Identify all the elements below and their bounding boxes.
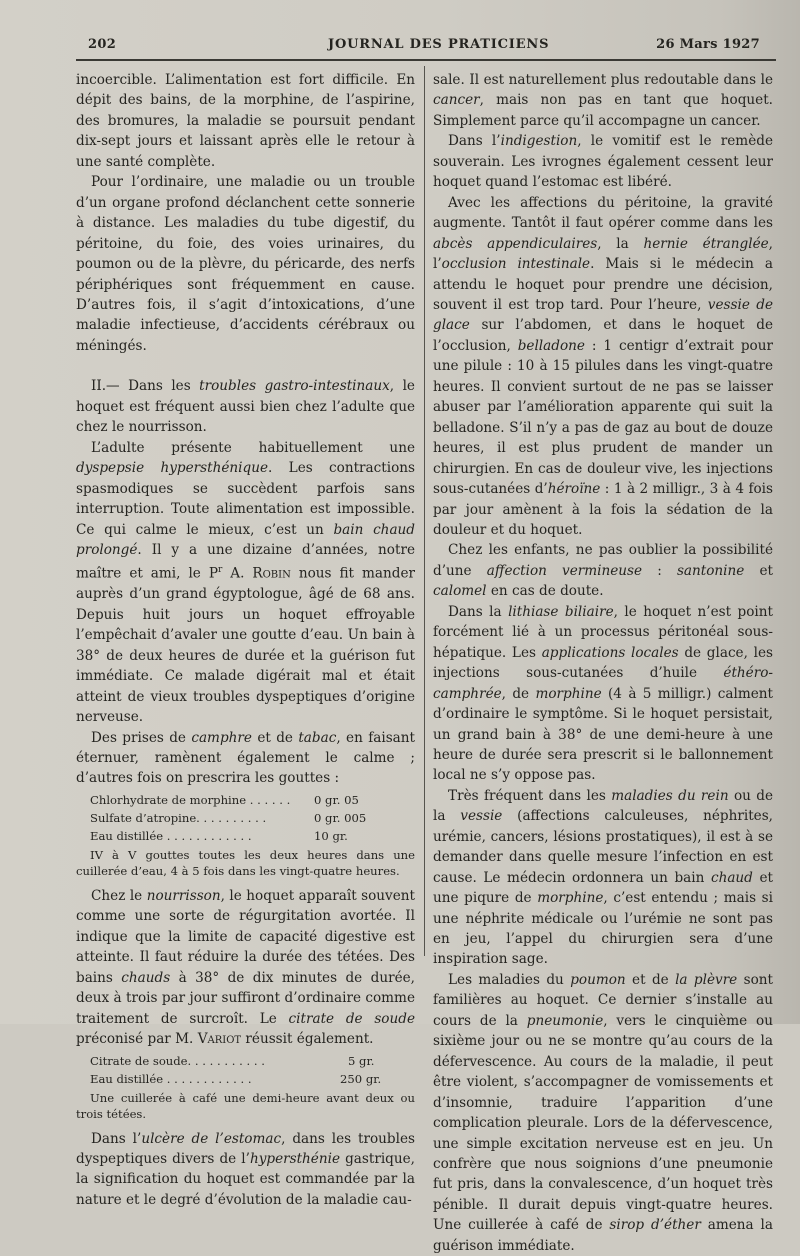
paragraph: incoercible. L’alimentation est fort difficile. En dépit des bains, de la morphine, de l’aspirine, des bromures, la maladie se poursuit pendant dix-sept jours et laissant après elle le retour à une santé complète. [76,72,415,170]
paragraph: Dans l’ulcère de l’estomac, dans les troubles dyspeptiques divers de l’hypersthénie gastrique, la signification du hoquet est commandée par la nature et le degré d’évolution de la maladie cau- [76,1130,415,1208]
paragraph: Pour l’ordinaire, une maladie ou un trouble d’un organe profond déclanchent cette sonnerie à distance. Les maladies du tube digestif, du péritoine, du foie, des voies urinaires, du poumon ou de la plèvre, du péricarde, des nerfs périphériques sont fréquemment en cause. D’autres fois, il s’agit d’intoxications, d’une maladie infectieuse, d’accidents cérébraux ou méningés. [76,174,415,354]
paragraph: Chez le nourrisson, le hoquet apparaît souvent comme une sorte de régurgitation avortée. Il indique que la limite de capacité digestive est atteinte. Il faut réduire la durée des tétées. Des bains chauds à 38° de dix minutes de durée, deux à trois par jour suffiront d’ordinaire comme traitement de surcroît. Le citrate de soude préconisé par M. Variot réussit également. [76,887,415,1048]
column-divider [424,66,425,956]
issue-date: 26 Mars 1927 [656,37,760,52]
paragraph: L’adulte présente habituellement une dyspepsie hypersthénique. Les contractions spasmodiques se succèdent parfois sans interruption. Toute alimentation est impossible. Ce qui calme le mieux, c’est un bain chaud prolongé. Il y a une dizaine d’années, notre maître et ami, le $P^r$ A. Robin nous fit mander auprès d’un grand égyptologue, âgé de 68 ans. Depuis huit jours un hoquet effroyable l’empêchait d’avaler une goutte d’eau. Un bain à 38° de deux heures de durée et la guérison fut immédiate. Ce malade digérait mal et était atteint de vieux troubles dyspeptiques d’origine nerveuse. [76,439,416,726]
prescription-row: Eau distillée . . . . . . . . . . . . 10 gr. [90,828,348,843]
journal-title: JOURNAL DES PRATICIENS [328,37,550,52]
page-header [88,37,760,57]
paragraph: sale. Il est naturellement plus redoutable dans le cancer, mais non pas en tant que hoquet. Simplement parce qu’il accompagne un cancer. [433,72,773,129]
prescription-row: Chlorhydrate de morphine . . . . . . 0 gr. 05 [90,792,359,807]
prescription-note: Une cuillerée à café une demi-heure avant deux ou trois tétées. [76,1090,415,1121]
prescription-row: Sulfate d’atropine. . . . . . . . . . 0 gr. 005 [90,810,367,825]
prescription-row: Citrate de soude. . . . . . . . . . . 5 gr. [90,1053,375,1068]
prescription-row: Eau distillée . . . . . . . . . . . . 250 gr. [90,1071,382,1086]
paragraph: Chez les enfants, ne pas oublier la possibilité d’une affection vermineuse : santonine et calomel en cas de doute. [433,542,773,600]
header-rule [76,59,776,61]
right-column [433,70,773,1256]
page-number: 202 [88,37,117,52]
left-column [76,70,415,1210]
paragraph: Très fréquent dans les maladies du rein ou de la vessie (affections calculeuses, néphrites, urémie, cancers, lésions prostatiques), il est à se demander dans quelle mesure l’infection en est cause. Le médecin ordonnera un bain chaud et une piqure de morphine, c’est entendu ; mais si une néphrite médicale ou l’urémie ne sont pas en jeu, l’appel du chirurgien sera d’une inspiration sage. [433,787,774,968]
prescription-drops [90,791,415,845]
paragraph: Les maladies du poumon et de la plèvre sont familières au hoquet. Ce dernier s’installe au cours de la pneumonie, vers le cinquième ou sixième jour ou ne se montre qu’au cours de la défervescence. Au cours de la maladie, il peut être violent, s’accompagner de vomissements et d’insomnie, traduire l’apparition d’une complication pleurale. Lors de la défervescence, une simple excitation nerveuse est en jeu. Un confrère que nous soignions d’une pneumonie fut pris, dans la convalescence, d’un hoquet très pénible. Il durait depuis vingt-quatre heures. Une cuillerée à café de sirop d’éther amena la guérison immédiate. [433,971,773,1254]
paragraph: Des prises de camphre et de tabac, en faisant éternuer, ramènent également le calme ; d’autres fois on prescrira les gouttes : [76,729,415,787]
paragraph: Avec les affections du péritoine, la gravité augmente. Tantôt il faut opérer comme dans les abcès appendiculaires, la hernie étranglée, l’occlusion intestinale. Mais si le médecin a attendu le hoquet pour prendre une décision, souvent il est trop tard. Pour l’heure, vessie de glace sur l’abdomen, et dans le hoquet de l’occlusion, belladone : 1 centigr d’extrait pour une pilule : 10 à 15 pilules dans les vingt-quatre heures. Il convient surtout de ne pas se laisser abuser par l’amélioration apparente qui suit la belladone. S’il n’y a pas de gaz au bout de douze heures, il est plus prudent de mander un chirurgien. En cas de douleur vive, les injections sous-cutanées d’héroïne : 1 à 2 milligr., 3 à 4 fois par jour amènent à la fois la sédation de la douleur et du hoquet. [433,194,773,538]
prescription-citrate [90,1052,415,1088]
paragraph: Dans l’indigestion, le vomitif est le remède souverain. Les ivrognes également cessent leur hoquet quand l’estomac est libéré. [433,133,773,191]
paragraph: II.— Dans les troubles gastro-intestinaux, le hoquet est fréquent aussi bien chez l’adulte que chez le nourrisson. [76,378,415,436]
paragraph: Dans la lithiase biliaire, le hoquet n’est point forcément lié à un processus péritonéal sous-hépatique. Les applications locales de glace, les injections sous-cutanées d’huile éthéro-camphrée, de morphine (4 à 5 milligr.) calment d’ordinaire le symptôme. Si le hoquet persistait, un grand bain à 38° de une demi-heure à une heure de durée sera prescrit si le ballonnement local ne s’y oppose pas. [433,603,773,784]
prescription-note: IV à V gouttes toutes les deux heures dans une cuillerée d’eau, 4 à 5 fois dans les vingt-quatre heures. [76,847,415,878]
